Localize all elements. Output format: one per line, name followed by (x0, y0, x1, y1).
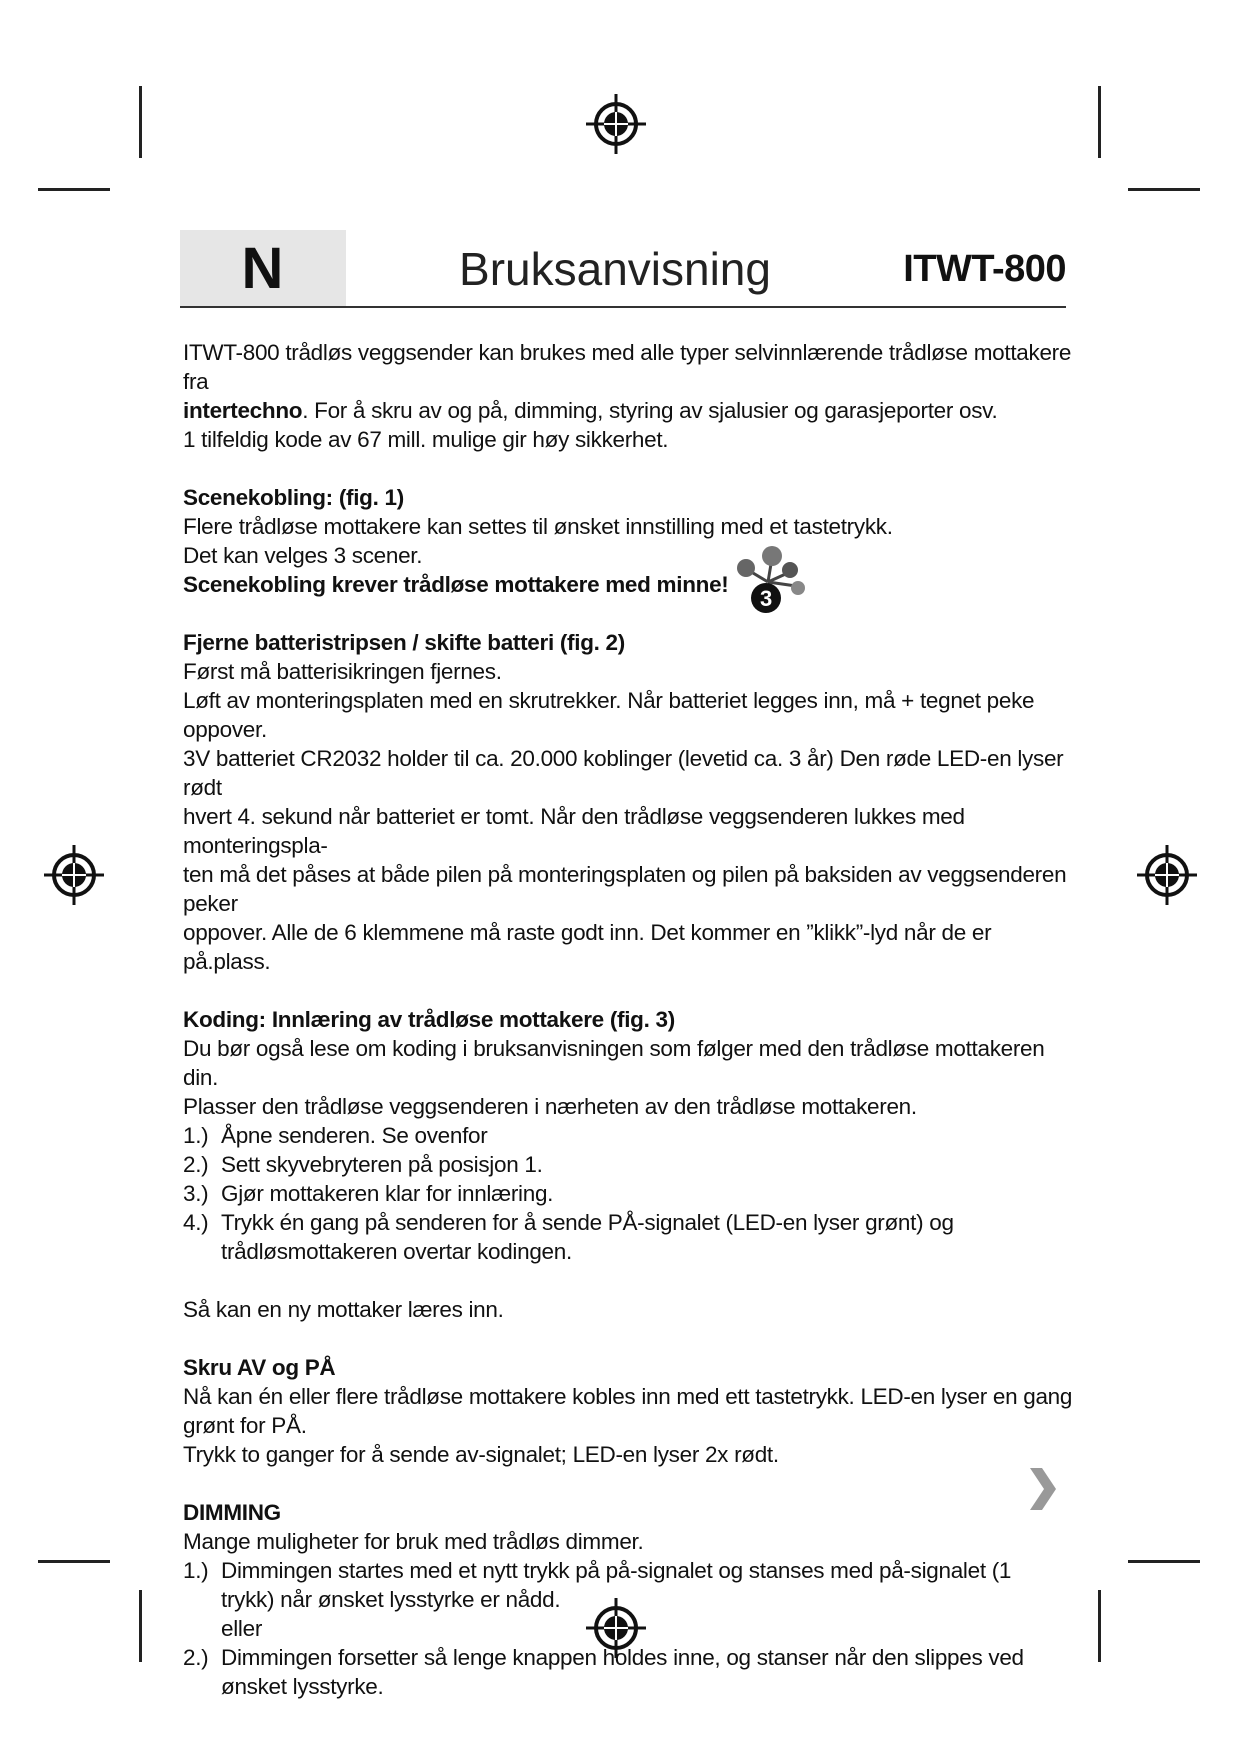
crop-mark-bottom-left-h (38, 1560, 110, 1563)
scene-note: Scenekobling krever trådløse mottakere med minne! (183, 572, 729, 597)
list-item: 1.) Åpne senderen. Se ovenfor (183, 1123, 488, 1148)
scene-heading: Scenekobling: (fig. 1) (183, 485, 404, 510)
registration-mark-top-icon (584, 92, 648, 156)
list-item: 3.) Gjør mottakeren klar for innlæring. (183, 1181, 554, 1206)
intro-line-2 (183, 396, 1083, 425)
coding-heading: Koding: Innlæring av trådløse mottakere (fig. 3) (183, 1007, 675, 1032)
crop-mark-top-right-h (1128, 188, 1200, 191)
battery-section (183, 628, 1083, 976)
registration-mark-left-icon (42, 843, 106, 907)
list-item: 4.) Trykk én gang på senderen for å sende PÅ-signalet (LED-en lyser grønt) og trådløsmottakeren overtar kodingen. (183, 1210, 954, 1264)
battery-heading: Fjerne batteristripsen / skifte batteri (fig. 2) (183, 630, 625, 655)
header-divider (180, 306, 1066, 308)
battery-line: oppover. Alle de 6 klemmene må raste godt inn. Det kommer en ”klikk”-lyd når de er på.plass. (183, 920, 992, 974)
coding-footer: Så kan en ny mottaker læres inn. (183, 1297, 504, 1322)
crop-mark-top-left-h (38, 188, 110, 191)
battery-line: Løft av monteringsplaten med en skrutrekker. Når batteriet legges inn, må + tegnet peke oppover. (183, 688, 1035, 742)
scene-note-row (183, 570, 1083, 611)
dimming-steps (183, 1556, 1083, 1614)
model-number: ITWT-800 (903, 248, 1066, 290)
scene-molecule-icon (728, 542, 808, 620)
crop-mark-top-left-v (139, 86, 142, 158)
scene-line-2: Det kan velges 3 scener. (183, 543, 423, 568)
dimming-or: eller (221, 1616, 263, 1641)
onoff-line: Nå kan én eller flere trådløse mottakere kobles inn med ett tastetrykk. LED-en lyser en gang (183, 1384, 1073, 1409)
battery-line: hvert 4. sekund når batteriet er tomt. Når den trådløse veggsenderen lukkes med monteringspla- (183, 804, 965, 858)
intro-section (183, 338, 1083, 454)
coding-line: Du bør også lese om koding i bruksanvisningen som følger med den trådløse mottakeren din. (183, 1036, 1045, 1090)
battery-line: ten må det påses at både pilen på monteringsplaten og pilen på baksiden av veggsenderen peker (183, 862, 1067, 916)
battery-line: Først må batterisikringen fjernes. (183, 659, 502, 684)
scene-line-1: Flere trådløse mottakere kan settes til ønsket innstilling med et tastetrykk. (183, 514, 893, 539)
onoff-section (183, 1353, 1083, 1469)
scene-section (183, 483, 1083, 611)
list-item: 1.) Dimmingen startes med et nytt trykk på på-signalet og stanses med på-signalet (1 trykk) når ønsket lysstyrke er nådd. (183, 1558, 1012, 1612)
onoff-line: grønt for PÅ. (183, 1413, 307, 1438)
crop-mark-bottom-right-h (1128, 1560, 1200, 1563)
crop-mark-bottom-right-v (1098, 1590, 1101, 1662)
document-title: Bruksanvisning (459, 243, 771, 295)
onoff-line: Trykk to ganger for å sende av-signalet; LED-en lyser 2x rødt. (183, 1442, 779, 1467)
coding-steps (183, 1121, 1083, 1266)
battery-line: 3V batteriet CR2032 holder til ca. 20.000 koblinger (levetid ca. 3 år) Den røde LED-en lyser rødt (183, 746, 1064, 800)
intro-line-3: 1 tilfeldig kode av 67 mill. mulige gir høy sikkerhet. (183, 427, 669, 452)
onoff-heading: Skru AV og PÅ (183, 1355, 336, 1380)
intro-line-1: ITWT-800 trådløs veggsender kan brukes med alle typer selvinnlærende trådløse mottakere fra (183, 340, 1072, 394)
dimming-line-1: Mange muligheter for bruk med trådløs dimmer. (183, 1529, 644, 1554)
dimming-section (183, 1498, 1083, 1701)
list-item: 2.) Dimmingen forsetter så lenge knappen holdes inne, og stanser når den slippes ved ønsket lysstyrke. (183, 1645, 1024, 1699)
registration-mark-right-icon (1135, 843, 1199, 907)
manual-body (183, 338, 1083, 1701)
crop-mark-top-right-v (1098, 86, 1101, 158)
crop-mark-bottom-left-v (139, 1590, 142, 1662)
dimming-heading: DIMMING (183, 1500, 281, 1525)
scene-icon-number: 3 (760, 586, 772, 611)
page-header (180, 230, 1066, 308)
coding-section (183, 1005, 1083, 1324)
coding-line: Plasser den trådløse veggsenderen i nærheten av den trådløse mottakeren. (183, 1094, 917, 1119)
brand-name: intertechno (183, 398, 303, 423)
language-code: N (180, 230, 346, 306)
next-page-arrow-icon (1028, 1466, 1058, 1512)
intro-line-2-rest: . For å skru av og på, dimming, styring av sjalusier og garasjeporter osv. (302, 398, 998, 423)
dimming-steps-2 (183, 1643, 1083, 1701)
list-item: 2.) Sett skyvebryteren på posisjon 1. (183, 1152, 543, 1177)
